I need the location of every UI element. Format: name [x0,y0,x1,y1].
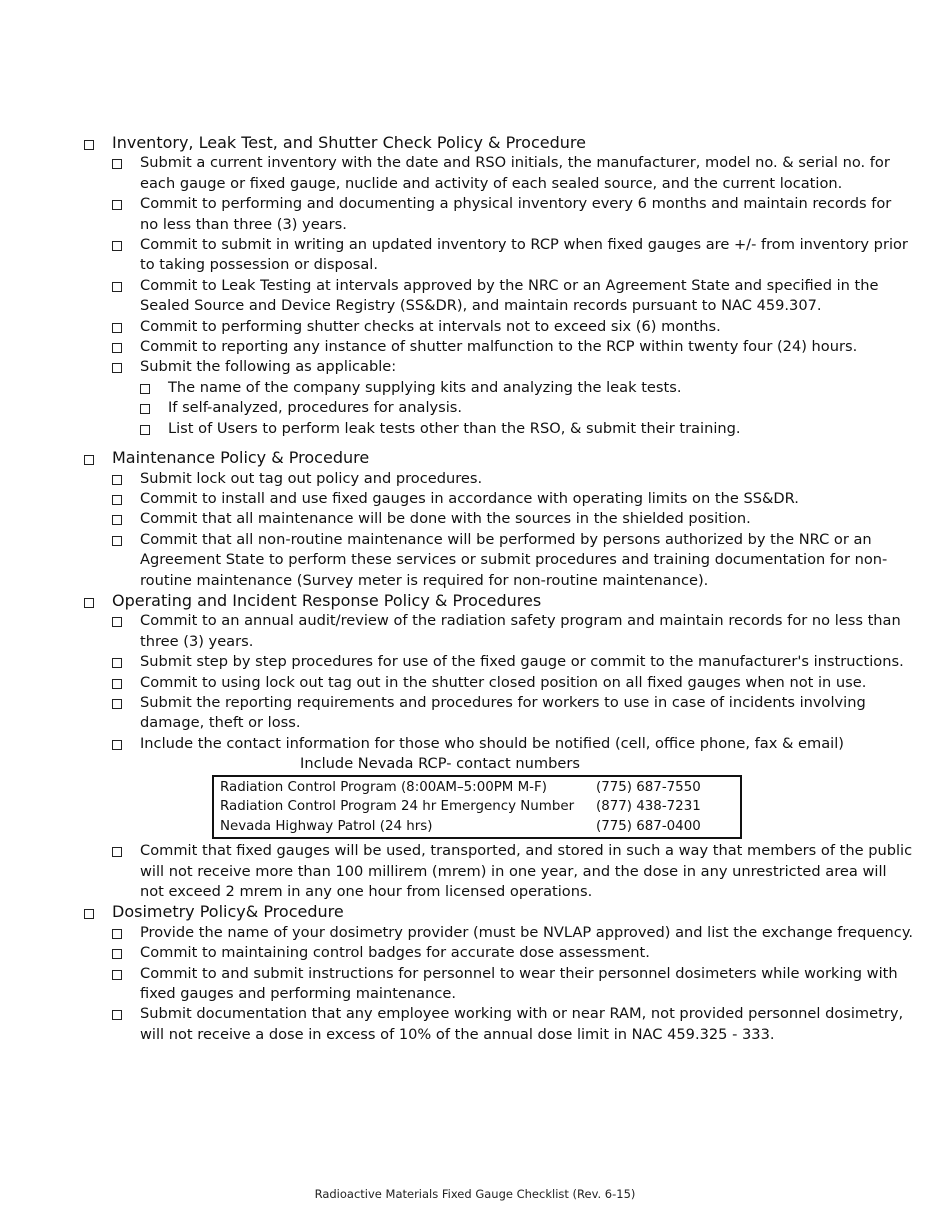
item-text: Submit a current inventory with the date and RSO initials, the manufacturer, model no. & serial no. for each gauge or fixed gauge, nuclide and activity of each sealed source, and the current location. [140,154,890,192]
table-row [220,778,734,798]
checkbox[interactable] [112,159,122,169]
checkbox[interactable] [112,949,122,959]
contact-phone: (775) 687-7550 [596,779,701,795]
list-item [112,611,914,652]
contacts-heading: Include Nevada RCP- contact numbers [300,755,580,773]
list-item [112,153,914,194]
checkbox[interactable] [112,1010,122,1020]
item-text: Submit step by step procedures for use of the fixed gauge or commit to the manufacturer's instructions. [140,653,904,671]
checkbox[interactable] [112,740,122,750]
item-text: Commit to performing shutter checks at intervals not to exceed six (6) months. [140,317,721,335]
section-maintenance-title: Maintenance Policy & Procedure [112,448,370,468]
checkbox[interactable] [112,536,122,546]
item-text: Commit to maintaining control badges for accurate dose assessment. [140,944,650,962]
list-item [112,841,914,902]
list-item [112,489,914,509]
list-item [112,734,914,754]
item-text: Submit lock out tag out policy and procedures. [140,469,483,487]
checkbox[interactable] [112,970,122,980]
contact-phone: (775) 687-0400 [596,818,701,834]
contact-name: Radiation Control Program (8:00AM–5:00PM M-F) [220,779,547,795]
item-text: Submit documentation that any employee working with or near RAM, not provided personnel dosimetry, will not receive a dose in excess of 10% of the annual dose limit in NAC 459.325 - 333. [140,1005,904,1043]
section-operating [84,591,914,611]
sub-list-item [140,398,914,418]
contacts-table [212,775,742,840]
checkbox[interactable] [112,200,122,210]
list-item [112,923,914,943]
item-text: Commit that all non-routine maintenance will be performed by persons authorized by the NRC or an Agreement State to perform these services or submit procedures and training documentation for non-routine maintenance (Survey meter is required for non-routine maintenance). [140,530,888,589]
item-text: Commit to an annual audit/review of the radiation safety program and maintain records for no less than three (3) years. [140,612,901,650]
list-item [112,337,914,357]
checkbox[interactable] [112,363,122,373]
checkbox[interactable] [112,282,122,292]
list-item [112,317,914,337]
item-text: Commit to using lock out tag out in the shutter closed position on all fixed gauges when not in use. [140,673,867,691]
item-text: Commit to and submit instructions for personnel to wear their personnel dosimeters while working with fixed gauges and performing maintenance. [140,964,898,1002]
section-maintenance [84,448,914,468]
checkbox[interactable] [112,241,122,251]
list-item [112,469,914,489]
item-text: Submit the reporting requirements and procedures for workers to use in case of incidents involving damage, theft or loss. [140,693,866,732]
checkbox[interactable] [140,425,150,435]
item-text: Commit to performing and documenting a physical inventory every 6 months and maintain records for no less than three (3) years. [140,195,892,233]
sub-list-item [140,378,914,398]
contact-name: Nevada Highway Patrol (24 hrs) [220,818,433,834]
checkbox[interactable] [112,929,122,939]
item-text: Submit the following as applicable: [140,358,397,376]
page-footer: Radioactive Materials Fixed Gauge Checklist (Rev. 6-15) [314,1187,636,1201]
section-inventory-title: Inventory, Leak Test, and Shutter Check Policy & Procedure [112,133,586,152]
checkbox[interactable] [112,658,122,668]
checkbox[interactable] [112,699,122,709]
checkbox[interactable] [140,384,150,394]
checkbox[interactable] [112,323,122,333]
checkbox-section-inventory[interactable] [84,140,94,150]
item-text: List of Users to perform leak tests other than the RSO, & submit their training. [168,419,741,437]
list-item [112,1004,914,1045]
section-dosimetry [84,902,914,922]
item-text: Commit to submit in writing an updated inventory to RCP when fixed gauges are +/- from inventory prior to taking possession or disposal. [140,236,908,274]
item-text: Commit to Leak Testing at intervals approved by the NRC or an Agreement State and specified in the Sealed Source and Device Registry (SS&DR), and maintain records pursuant to NAC 459.307. [140,276,879,315]
item-text: Include the contact information for those who should be notified (cell, office phone, fax & email) [140,734,844,752]
list-item [112,357,914,377]
checkbox-section-operating[interactable] [84,598,94,608]
section-dosimetry-title: Dosimetry Policy& Procedure [112,902,344,922]
table-row [220,797,734,817]
item-text: If self-analyzed, procedures for analysis. [168,399,463,417]
item-text: Commit to install and use fixed gauges in accordance with operating limits on the SS&DR. [140,489,799,507]
contact-name: Radiation Control Program 24 hr Emergency Number [220,799,575,815]
list-item [112,652,914,672]
list-item [112,964,914,1005]
item-text: The name of the company supplying kits and analyzing the leak tests. [168,378,682,396]
section-inventory [84,133,914,153]
checkbox[interactable] [112,515,122,525]
list-item [112,194,914,235]
item-text: Provide the name of your dosimetry provider (must be NVLAP approved) and list the exchange frequency. [140,923,914,941]
item-text: Commit that fixed gauges will be used, transported, and stored in such a way that members of the public will not receive more than 100 millirem (mrem) in one year, and the dose in any unrestricted area will not exceed 2 mrem in any one hour from licensed operations. [140,842,913,900]
checkbox[interactable] [112,679,122,689]
checkbox[interactable] [112,343,122,353]
checkbox[interactable] [112,475,122,485]
contact-phone: (877) 438-7231 [596,799,701,815]
list-item [112,693,914,734]
checklist-content [84,133,914,1045]
checkbox-section-maintenance[interactable] [84,455,94,465]
section-operating-title: Operating and Incident Response Policy & Procedures [112,590,542,610]
checkbox[interactable] [112,495,122,505]
list-item [112,235,914,276]
checkbox[interactable] [112,617,122,627]
checkbox-section-dosimetry[interactable] [84,909,94,919]
list-item [112,673,914,693]
list-item [112,530,914,591]
table-row [220,817,734,837]
list-item [112,276,914,317]
list-item [112,943,914,963]
list-item [112,509,914,529]
item-text: Commit that all maintenance will be done with the sources in the shielded position. [140,510,751,528]
sub-list-item [140,419,914,439]
checkbox[interactable] [140,404,150,414]
checkbox[interactable] [112,847,122,857]
item-text: Commit to reporting any instance of shutter malfunction to the RCP within twenty four (24) hours. [140,338,858,356]
